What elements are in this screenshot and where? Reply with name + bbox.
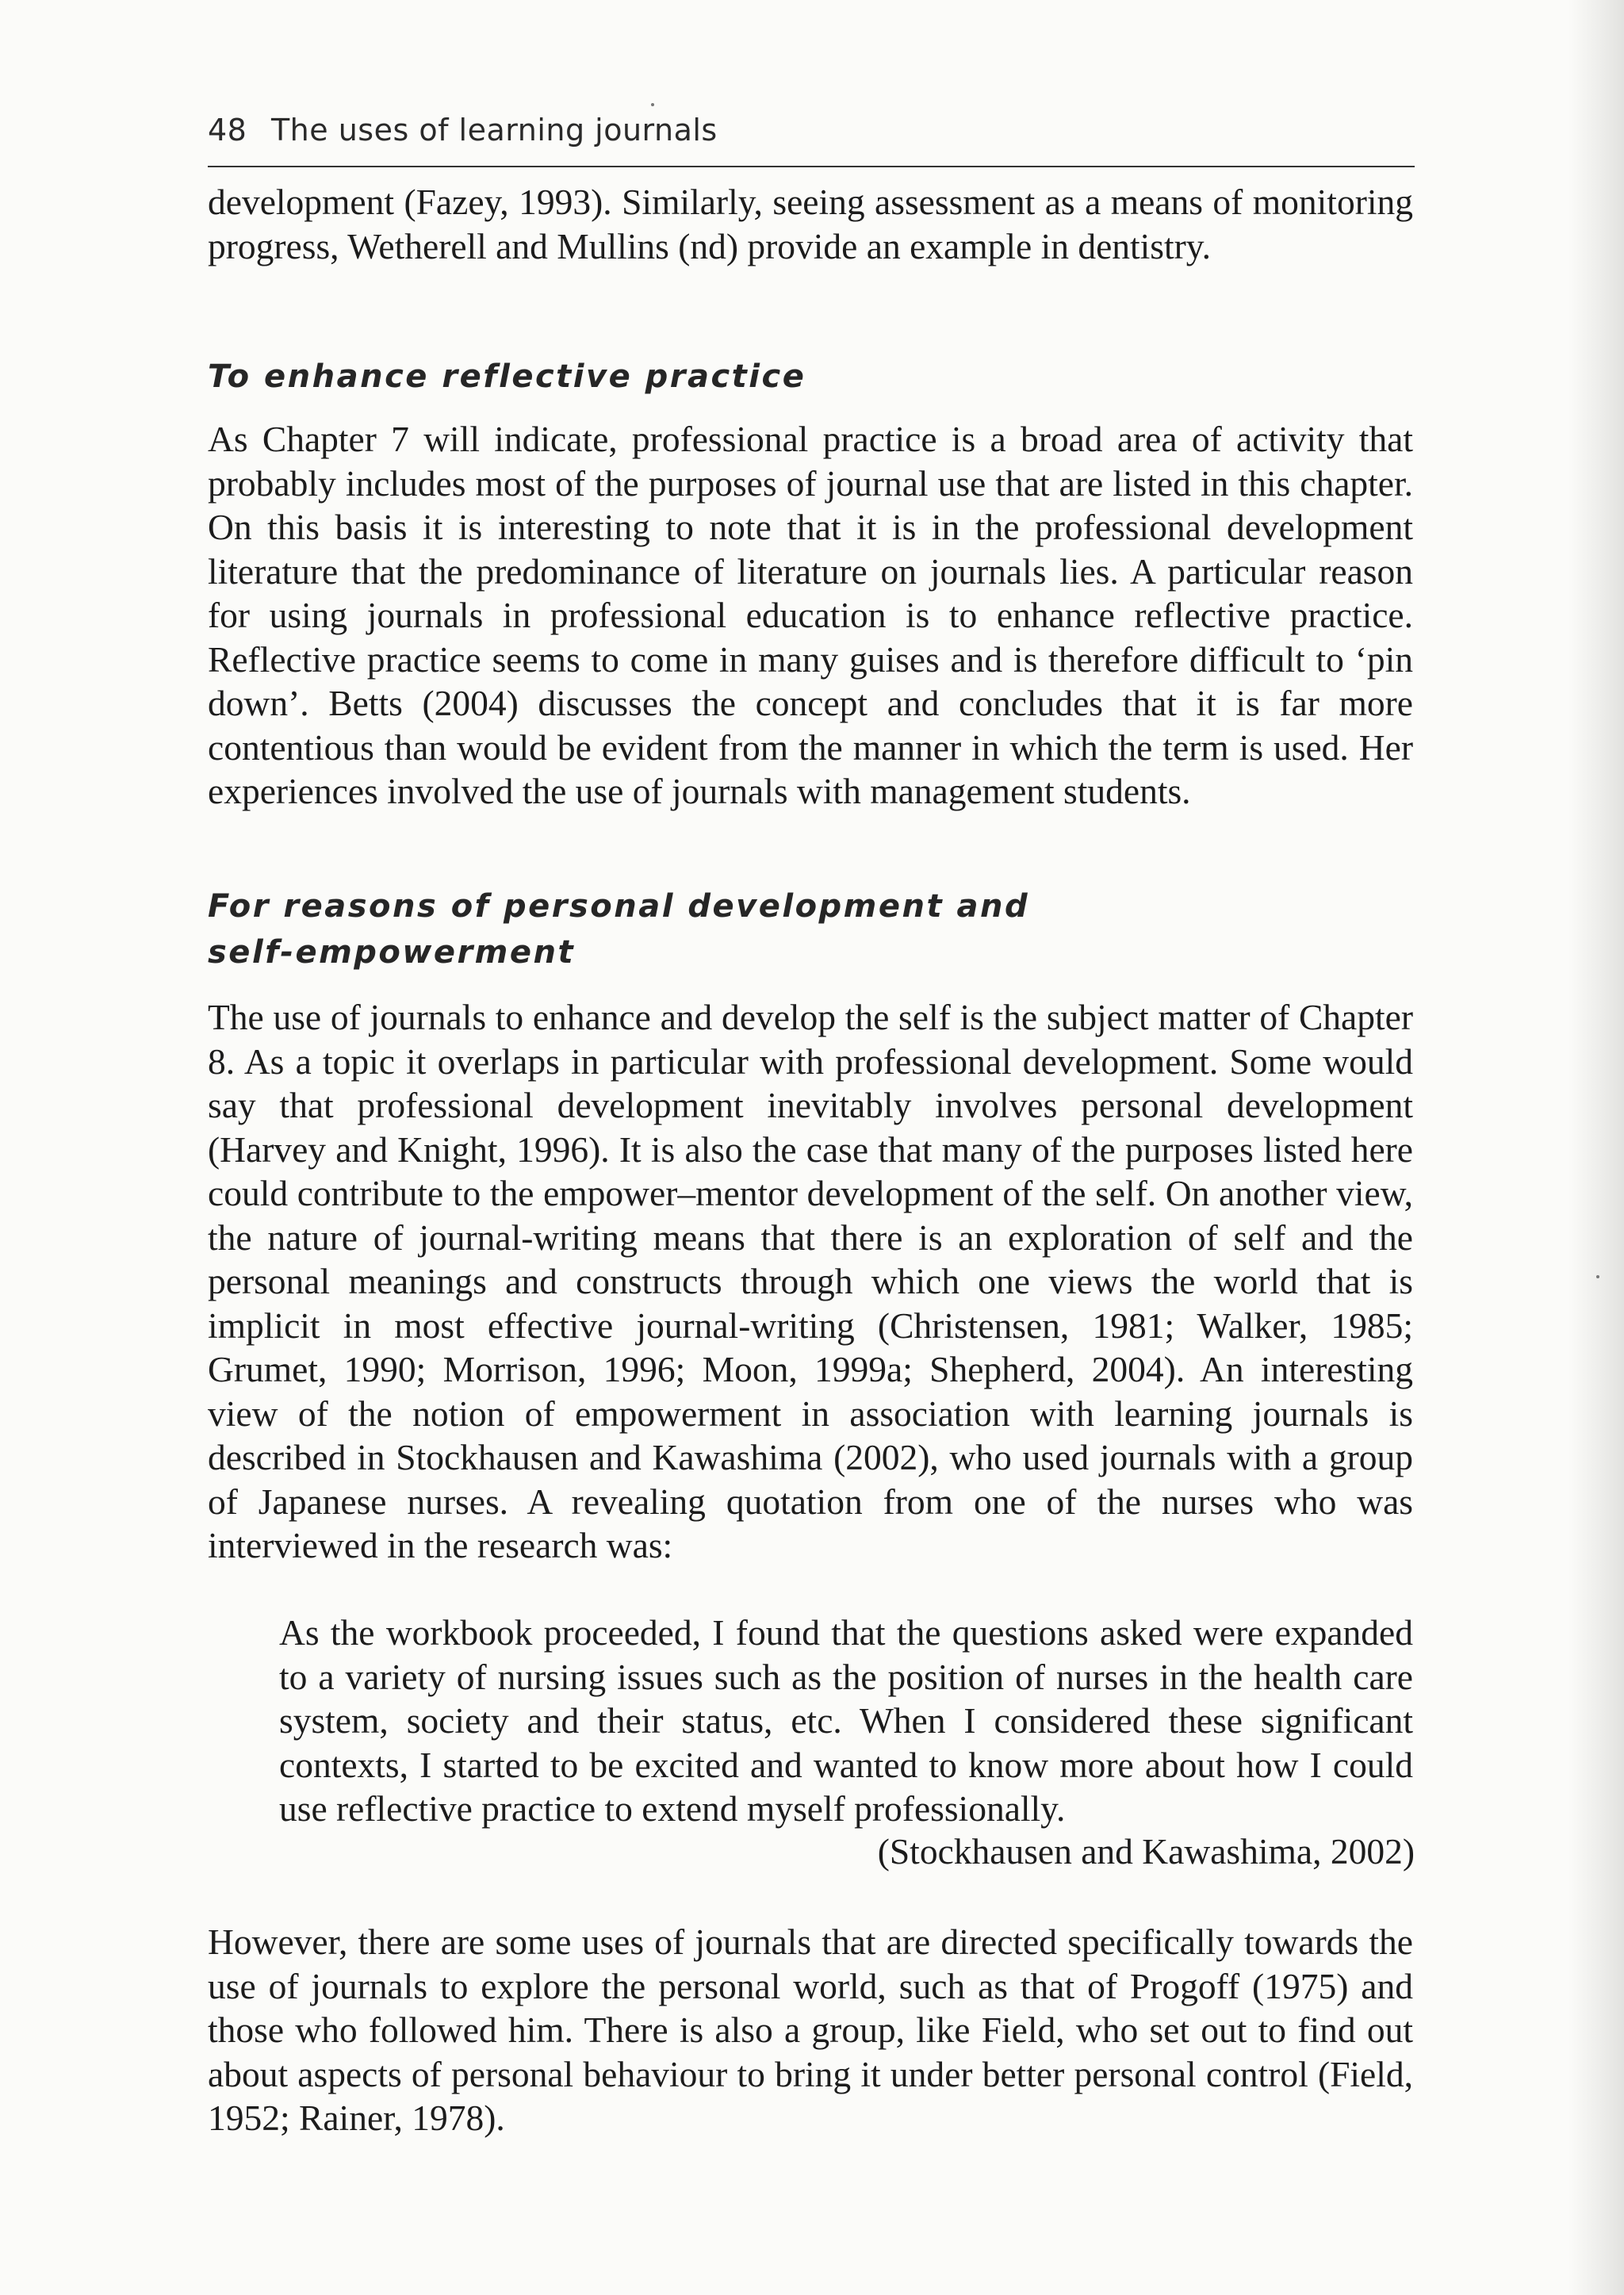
paragraph-continuation: development (Fazey, 1993). Similarly, seeing assessment as a means of monitoring progress, Wetherell and Mullins (nd) provide an example in dentistry.	[208, 182, 1413, 266]
header-rule	[208, 166, 1415, 167]
section-heading-personal-development	[208, 883, 1239, 975]
scan-speck	[651, 103, 654, 106]
running-head-title: The uses of learning journals	[270, 113, 718, 148]
scan-speck	[1596, 1275, 1599, 1278]
scan-edge-shadow	[1568, 0, 1624, 2295]
quote-citation: (Stockhausen and Kawashima, 2002)	[877, 1831, 1415, 1872]
section-heading-line-1: For reasons of personal development and	[208, 888, 1030, 925]
block-quote: As the workbook proceeded, I found that the questions asked were expanded to a variety of nursing issues such as the position of nurses in the health care system, society and their status, etc. When I considered these significant contexts, I started to be excited and wanted to know more about how I could use reflective practice to extend myself professionally.	[279, 1612, 1413, 1829]
running-head	[208, 113, 718, 148]
section-heading-reflective-practice: To enhance reflective practice	[208, 358, 806, 395]
paragraph-reflective-practice: As Chapter 7 will indicate, professional practice is a broad area of activity that probably includes most of the purposes of journal use that are listed in this chapter. On this basis it is interesting to note that it is in the professional development literature that the predominance of literature on journals lies. A particular reason for using journals in professional education is to enhance reflective practice. Reflective practice seems to come in many guises and is therefore difficult to ‘pin down’. Betts (2004) discusses the concept and concludes that it is far more contentious than would be evident from the manner in which the term is used. Her experiences involved the use of journals with management students.	[208, 419, 1413, 811]
section-heading-line-2: self-empowerment	[208, 934, 576, 971]
paragraph-closing: However, there are some uses of journals that are directed specifically towards the use of journals to explore the personal world, such as that of Progoff (1975) and those who followed him. There is also a group, like Field, who set out to find out about aspects of personal behaviour to bring it under better personal control (Field, 1952; Rainer, 1978).	[208, 1921, 1413, 2138]
paragraph-personal-development: The use of journals to enhance and develop the self is the subject matter of Chapter 8. As a topic it overlaps in particular with professional development. Some would say that professional development inevitably involves personal development (Harvey and Knight, 1996). It is also the case that many of the purposes listed here could contribute to the empower–mentor development of the self. On another view, the nature of journal-writing means that there is an exploration of self and the personal meanings and constructs through which one views the world that is implicit in most effective journal-writing (Christensen, 1981; Walker, 1985; Grumet, 1990; Morrison, 1996; Moon, 1999a; Shepherd, 2004). An interesting view of the notion of empowerment in association with learning journals is described in Stockhausen and Kawashima (2002), who used journals with a group of Japanese nurses. A revealing quotation from one of the nurses who was interviewed in the research was:	[208, 997, 1413, 1565]
page-number: 48	[208, 113, 247, 148]
